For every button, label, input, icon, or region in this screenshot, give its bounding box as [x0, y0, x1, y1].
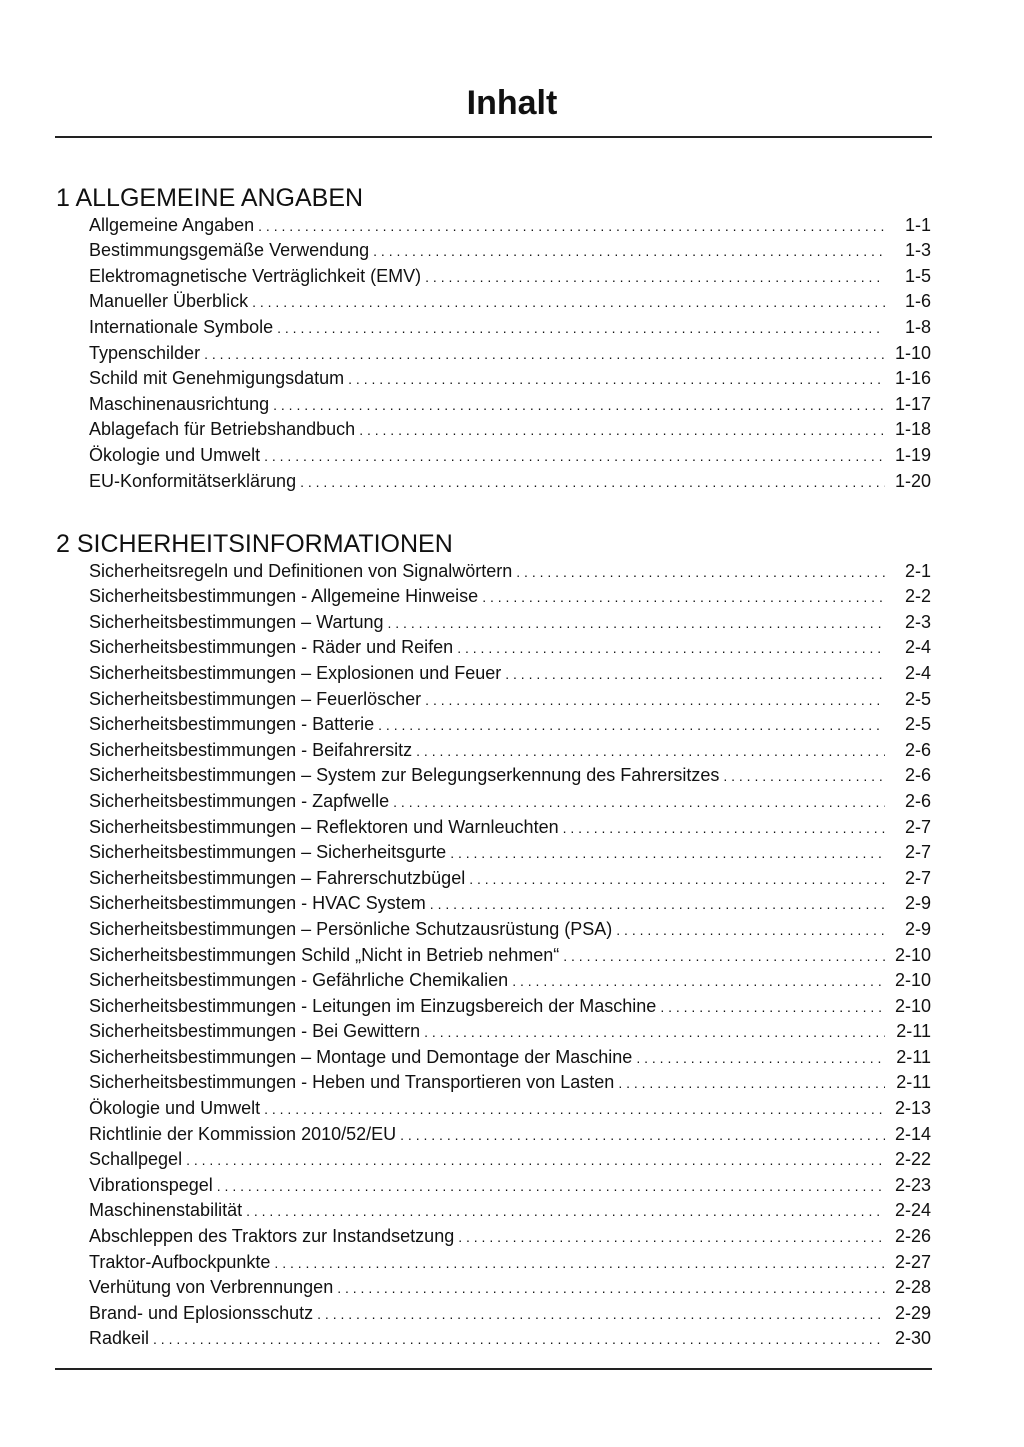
toc-entry[interactable] — [89, 1017, 931, 1043]
dot-leader — [252, 292, 885, 312]
toc-entry[interactable] — [89, 1170, 931, 1196]
toc-entry-title: Sicherheitsbestimmungen - Allgemeine Hinweise — [89, 586, 479, 607]
dot-leader — [512, 971, 885, 991]
toc-entry-page: 2-11 — [896, 1072, 931, 1093]
toc-entry-title: Sicherheitsbestimmungen – Explosionen und Feuer — [89, 662, 502, 683]
toc-entry-page: 2-7 — [904, 816, 931, 837]
toc-entry-title: Sicherheitsbestimmungen – Reflektoren und Warnleuchten — [89, 816, 559, 837]
toc-entry-page: 2-11 — [896, 1046, 931, 1067]
page-title: Inhalt — [466, 84, 558, 122]
toc-entry[interactable] — [89, 236, 931, 262]
toc-entry-page: 2-26 — [894, 1226, 931, 1247]
toc-entry-page: 2-6 — [904, 739, 931, 760]
toc-entry[interactable] — [89, 812, 931, 838]
toc-entry-title: Sicherheitsbestimmungen – Persönliche Schutzausrüstung (PSA) — [89, 918, 613, 939]
toc-entry-title: Sicherheitsbestimmungen Schild „Nicht in Betrieb nehmen“ — [89, 944, 560, 965]
dot-leader — [186, 1150, 885, 1170]
toc-entry-title: Maschinenstabilität — [89, 1200, 243, 1221]
toc-entry-page: 2-27 — [894, 1251, 931, 1272]
toc-entry-page: 1-18 — [894, 419, 931, 440]
toc-entry-page: 1-3 — [904, 240, 931, 261]
toc-entry-page: 1-16 — [894, 368, 931, 389]
toc-entry[interactable] — [89, 1324, 931, 1350]
toc-entry-title: Allgemeine Angaben — [89, 214, 255, 235]
toc-entry-page: 2-4 — [904, 662, 931, 683]
toc-entry-page: 2-29 — [894, 1302, 931, 1323]
dot-leader — [378, 715, 885, 735]
dot-leader — [264, 1099, 885, 1119]
toc-entry-title: Sicherheitsbestimmungen - HVAC System — [89, 893, 426, 914]
dot-leader — [482, 587, 885, 607]
toc-entry-page: 2-14 — [894, 1123, 931, 1144]
dot-leader — [277, 318, 885, 338]
toc-entry-title: Maschinenausrichtung — [89, 393, 270, 414]
toc-entry-page: 1-6 — [904, 291, 931, 312]
toc-entry-title: EU-Konformitätserklärung — [89, 470, 297, 491]
toc-entry[interactable] — [89, 761, 931, 787]
toc-entry-title: Bestimmungsgemäße Verwendung — [89, 240, 370, 261]
toc-entry-page: 2-9 — [904, 893, 931, 914]
toc-entry[interactable] — [89, 889, 931, 915]
toc-entry-title: Sicherheitsregeln und Definitionen von Signalwörtern — [89, 560, 513, 581]
toc-list — [89, 556, 931, 1349]
toc-entry-title: Sicherheitsbestimmungen – Sicherheitsgurte — [89, 842, 447, 863]
toc-entry-page: 2-9 — [904, 918, 931, 939]
dot-leader — [563, 946, 885, 966]
toc-entry[interactable] — [89, 633, 931, 659]
toc-entry[interactable] — [89, 1273, 931, 1299]
toc-entry-page: 2-6 — [904, 790, 931, 811]
toc-entry-page: 2-24 — [894, 1200, 931, 1221]
toc-entry[interactable] — [89, 786, 931, 812]
toc-entry-title: Abschleppen des Traktors zur Instandsetzung — [89, 1226, 455, 1247]
dot-leader — [400, 1125, 885, 1145]
dot-leader — [348, 369, 885, 389]
dot-leader — [425, 690, 885, 710]
toc-list — [89, 210, 931, 492]
toc-entry[interactable] — [89, 1221, 931, 1247]
toc-entry-page: 2-30 — [894, 1328, 931, 1349]
toc-entry[interactable] — [89, 440, 931, 466]
toc-entry[interactable] — [89, 838, 931, 864]
toc-entry-title: Sicherheitsbestimmungen - Beifahrersitz — [89, 739, 413, 760]
toc-entry-page: 2-5 — [904, 714, 931, 735]
toc-entry-title: Sicherheitsbestimmungen - Räder und Reifen — [89, 637, 454, 658]
toc-entry[interactable] — [89, 710, 931, 736]
toc-entry-title: Traktor-Aufbockpunkte — [89, 1251, 271, 1272]
toc-entry[interactable] — [89, 556, 931, 582]
toc-entry-page: 2-7 — [904, 842, 931, 863]
toc-entry-title: Radkeil — [89, 1328, 150, 1349]
toc-entry-page: 2-2 — [904, 586, 931, 607]
toc-entry[interactable] — [89, 1119, 931, 1145]
toc-entry[interactable] — [89, 364, 931, 390]
toc-entry-title: Sicherheitsbestimmungen - Batterie — [89, 714, 375, 735]
toc-entry-page: 1-20 — [894, 470, 931, 491]
toc-entry-page: 2-1 — [904, 560, 931, 581]
toc-entry-page: 2-13 — [894, 1098, 931, 1119]
dot-leader — [273, 395, 885, 415]
toc-entry-title: Vibrationspegel — [89, 1174, 213, 1195]
toc-entry-page: 2-4 — [904, 637, 931, 658]
toc-entry[interactable] — [89, 338, 931, 364]
dot-leader — [246, 1201, 885, 1221]
dot-leader — [450, 843, 885, 863]
toc-entry-title: Internationale Symbole — [89, 316, 274, 337]
dot-leader — [458, 1227, 885, 1247]
toc-entry-page: 2-10 — [894, 970, 931, 991]
section-heading: 1 ALLGEMEINE ANGABEN — [56, 184, 364, 212]
toc-entry-page: 1-1 — [904, 214, 931, 235]
top-divider — [55, 136, 932, 138]
toc-entry[interactable] — [89, 607, 931, 633]
toc-entry-page: 2-10 — [894, 944, 931, 965]
dot-leader — [616, 920, 885, 940]
dot-leader — [636, 1048, 885, 1068]
toc-entry-title: Sicherheitsbestimmungen – Feuerlöscher — [89, 688, 422, 709]
toc-entry[interactable] — [89, 658, 931, 684]
toc-entry[interactable] — [89, 940, 931, 966]
toc-entry-page: 2-7 — [904, 867, 931, 888]
toc-entry-title: Ablagefach für Betriebshandbuch — [89, 419, 356, 440]
toc-entry-title: Sicherheitsbestimmungen – Fahrerschutzbügel — [89, 867, 466, 888]
toc-entry-page: 1-5 — [904, 265, 931, 286]
toc-entry-page: 1-8 — [904, 316, 931, 337]
dot-leader — [300, 472, 885, 492]
dot-leader — [424, 1022, 885, 1042]
toc-entry-page: 1-17 — [894, 393, 931, 414]
dot-leader — [317, 1304, 885, 1324]
toc-entry-title: Sicherheitsbestimmungen - Gefährliche Chemikalien — [89, 970, 509, 991]
dot-leader — [416, 741, 885, 761]
toc-entry-title: Schild mit Genehmigungsdatum — [89, 368, 345, 389]
dot-leader — [505, 664, 885, 684]
toc-entry[interactable] — [89, 1093, 931, 1119]
dot-leader — [337, 1278, 885, 1298]
toc-entry[interactable] — [89, 582, 931, 608]
toc-entry-page: 2-5 — [904, 688, 931, 709]
dot-leader — [469, 869, 885, 889]
toc-entry[interactable] — [89, 684, 931, 710]
dot-leader — [618, 1073, 885, 1093]
dot-leader — [660, 997, 885, 1017]
toc-entry-title: Brand- und Eplosionsschutz — [89, 1302, 314, 1323]
toc-entry-title: Ökologie und Umwelt — [89, 1098, 261, 1119]
toc-entry[interactable] — [89, 287, 931, 313]
toc-entry-page: 2-11 — [896, 1021, 931, 1042]
toc-entry-title: Schallpegel — [89, 1149, 183, 1170]
toc-entry-title: Sicherheitsbestimmungen – Wartung — [89, 611, 384, 632]
toc-entry[interactable] — [89, 210, 931, 236]
toc-entry-title: Richtlinie der Kommission 2010/52/EU — [89, 1123, 397, 1144]
toc-entry[interactable] — [89, 415, 931, 441]
toc-entry[interactable] — [89, 1298, 931, 1324]
toc-entry-title: Ökologie und Umwelt — [89, 444, 261, 465]
dot-leader — [373, 241, 885, 261]
toc-entry[interactable] — [89, 1042, 931, 1068]
toc-entry[interactable] — [89, 466, 931, 492]
dot-leader — [563, 818, 885, 838]
toc-entry-title: Typenschilder — [89, 342, 201, 363]
dot-leader — [457, 638, 885, 658]
toc-entry[interactable] — [89, 735, 931, 761]
dot-leader — [723, 766, 885, 786]
toc-entry-page: 1-10 — [894, 342, 931, 363]
toc-entry[interactable] — [89, 1196, 931, 1222]
dot-leader — [359, 420, 885, 440]
toc-entry[interactable] — [89, 966, 931, 992]
dot-leader — [258, 216, 885, 236]
dot-leader — [516, 562, 885, 582]
section-heading: 2 SICHERHEITSINFORMATIONEN — [56, 530, 453, 558]
dot-leader — [430, 894, 885, 914]
toc-entry-title: Sicherheitsbestimmungen – System zur Belegungserkennung des Fahrersitzes — [89, 765, 720, 786]
toc-entry-title: Sicherheitsbestimmungen - Zapfwelle — [89, 790, 390, 811]
toc-entry-title: Sicherheitsbestimmungen - Leitungen im Einzugsbereich der Maschine — [89, 995, 657, 1016]
dot-leader — [204, 344, 885, 364]
toc-entry-title: Elektromagnetische Verträglichkeit (EMV) — [89, 265, 422, 286]
toc-entry-title: Verhütung von Verbrennungen — [89, 1277, 334, 1298]
dot-leader — [217, 1176, 885, 1196]
toc-entry-title: Sicherheitsbestimmungen - Heben und Transportieren von Lasten — [89, 1072, 615, 1093]
toc-entry-title: Sicherheitsbestimmungen - Bei Gewittern — [89, 1021, 421, 1042]
dot-leader — [387, 613, 885, 633]
toc-entry-title: Sicherheitsbestimmungen – Montage und Demontage der Maschine — [89, 1046, 633, 1067]
dot-leader — [393, 792, 885, 812]
toc-entry-page: 2-28 — [894, 1277, 931, 1298]
dot-leader — [425, 267, 885, 287]
toc-entry-page: 2-10 — [894, 995, 931, 1016]
toc-entry-page: 2-6 — [904, 765, 931, 786]
dot-leader — [153, 1329, 885, 1349]
toc-entry[interactable] — [89, 863, 931, 889]
toc-entry-page: 2-22 — [894, 1149, 931, 1170]
dot-leader — [274, 1253, 885, 1273]
bottom-divider — [55, 1368, 932, 1370]
toc-entry-page: 1-19 — [894, 444, 931, 465]
toc-entry[interactable] — [89, 261, 931, 287]
toc-entry-page: 2-23 — [894, 1174, 931, 1195]
toc-entry[interactable] — [89, 991, 931, 1017]
toc-entry[interactable] — [89, 1247, 931, 1273]
toc-entry[interactable] — [89, 1145, 931, 1171]
toc-entry-page: 2-3 — [904, 611, 931, 632]
toc-entry[interactable] — [89, 389, 931, 415]
toc-entry-title: Manueller Überblick — [89, 291, 249, 312]
toc-entry[interactable] — [89, 914, 931, 940]
dot-leader — [264, 446, 885, 466]
toc-entry[interactable] — [89, 312, 931, 338]
toc-entry[interactable] — [89, 1068, 931, 1094]
